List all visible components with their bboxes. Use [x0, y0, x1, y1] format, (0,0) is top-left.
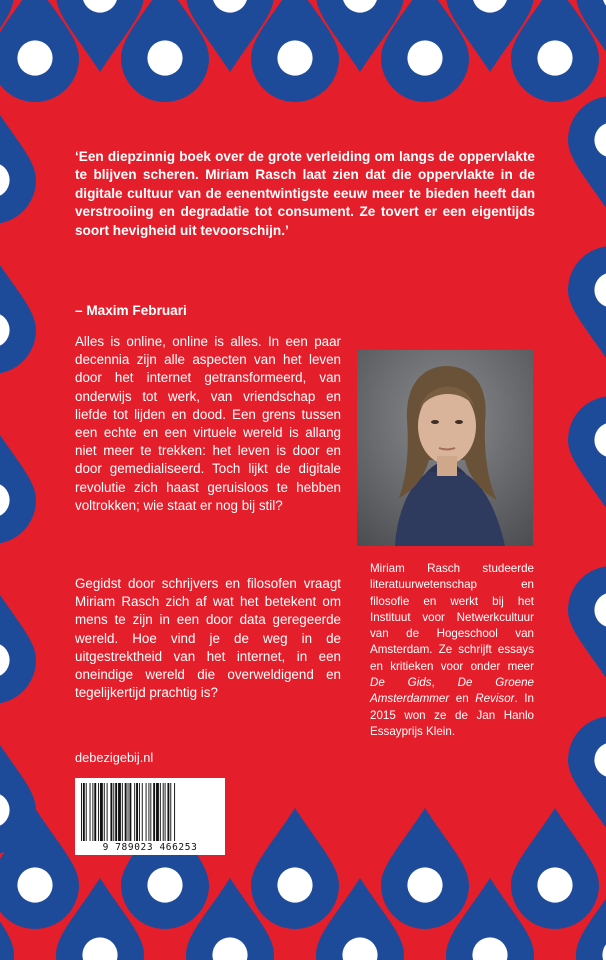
barcode-bar	[156, 783, 159, 841]
barcode-bar	[104, 783, 105, 841]
drop-shape	[568, 566, 606, 687]
isbn-number: 9 789023 466253	[102, 842, 198, 853]
barcode-bar	[129, 783, 131, 841]
barcode-bar	[160, 783, 161, 841]
barcode-bar	[146, 783, 147, 841]
barcode-bar	[113, 783, 114, 841]
barcode-bar	[142, 783, 143, 841]
author-photo	[357, 350, 533, 546]
title-revisor: Revisor	[475, 692, 515, 706]
drop-shape	[568, 396, 606, 517]
barcode-bar	[134, 783, 135, 841]
barcode-bar	[90, 783, 91, 841]
barcode-bar	[174, 783, 175, 841]
drop-shape	[568, 716, 606, 837]
barcode-bar	[94, 783, 96, 841]
barcode-bar	[128, 783, 129, 841]
barcode-bar	[110, 783, 112, 841]
barcode-bar	[100, 783, 103, 841]
barcode-bar	[83, 783, 85, 841]
drop-shape	[511, 808, 599, 929]
barcode-bar	[118, 783, 121, 841]
drop-shape	[0, 583, 36, 704]
barcode-bar	[81, 783, 82, 841]
barcode-bars	[79, 783, 221, 841]
barcode-bar	[122, 783, 123, 841]
barcode-bar	[115, 783, 117, 841]
barcode-bar	[148, 783, 149, 841]
author-bio: Miriam Rasch studeerde literatuurwetenschap en filosofie en werkt bij het Instituut voor Netwerkcultuur van de Hogeschool van Amsterdam. Ze schrijft essays en kritieken voor onder meer De Gids, De Groene Amsterdammer en Revisor. In 2015 won ze de Jan Hanlo Essayprijs Klein.	[370, 562, 534, 738]
barcode-bar	[167, 783, 169, 841]
barcode-bar	[163, 783, 164, 841]
barcode-bar	[107, 783, 108, 841]
isbn-barcode	[75, 778, 225, 855]
drop-shape	[0, 103, 36, 224]
barcode-bar	[153, 783, 155, 841]
drop-shape	[0, 253, 36, 374]
drop-shape	[568, 246, 606, 367]
drop-shape	[381, 808, 469, 929]
blurb-paragraph-1: Alles is online, online is alles. In een paar decennia zijn alle aspecten van het leven door het internet getransformeerd, van onderwijs tot werk, van vriendschap en liefde tot lijden en dood. Een grens tussen een echte en een virtuele wereld is allang niet meer te trekken: het leven is door en door gemedialiseerd. Toch lijkt de digitale revolutie zich haast geruisloos te hebben voltrokken; wie staat er nog bij stil?	[75, 334, 341, 513]
quote-author: – Maxim Februari	[75, 303, 187, 318]
barcode-bar	[136, 783, 138, 841]
barcode-bar	[139, 783, 140, 841]
barcode-bar	[165, 783, 166, 841]
review-quote: ‘Een diepzinnig boek over de grote verleiding om langs de oppervlakte te blijven scheren. Miriam Rasch laat zien dat die oppervlakte in de digitale cultuur van de eenentwintigste eeuw meer te bieden heeft dan verstrooiing en degradatie tot consument. Ze tovert er een eigentijds soort hevigheid uit tevoorschijn.’	[75, 149, 535, 238]
barcode-bar	[98, 783, 99, 841]
drop-shape	[568, 96, 606, 217]
barcode-bar	[125, 783, 127, 841]
blurb-paragraph-2: Gegidst door schrijvers en filosofen vraagt Miriam Rasch zich af wat het betekent om mens te zijn in een door data geregeerde wereld. Hoe vind je de weg in de uitgestrektheid van het internet, in een oneindige wereld die overweldigend en tegelijkertijd prachtig is?	[75, 576, 341, 701]
title-de-groene-amsterdammer: De Groene Amsterdammer	[370, 676, 534, 706]
barcode-bar	[92, 783, 93, 841]
publisher-website[interactable]: debezigebij.nl	[75, 750, 154, 765]
drop-shape	[251, 808, 339, 929]
barcode-bar	[150, 783, 151, 841]
title-de-gids: De Gids	[370, 676, 432, 690]
drop-shape	[0, 423, 36, 544]
barcode-bar	[170, 783, 171, 841]
barcode-bar	[86, 783, 87, 841]
